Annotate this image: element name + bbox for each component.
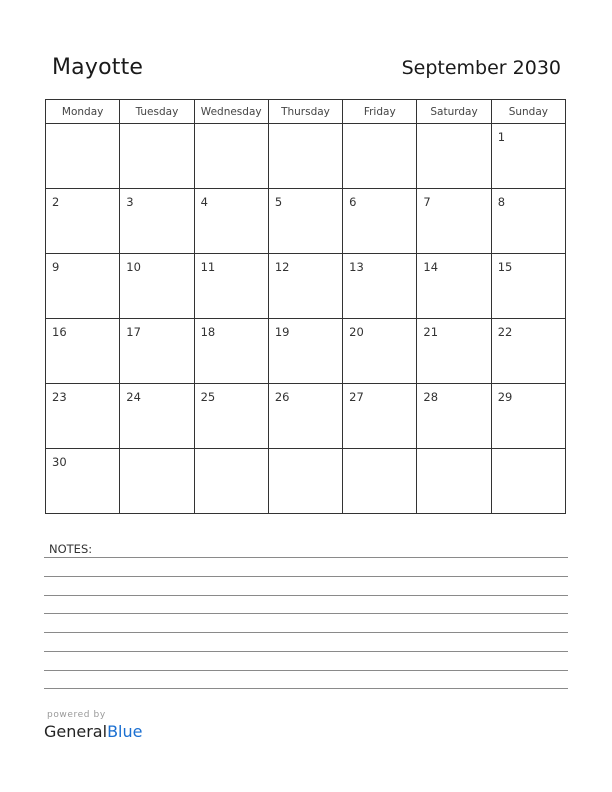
- week-row: [46, 449, 566, 514]
- day-number: 20: [349, 325, 364, 339]
- day-cell: [491, 124, 565, 189]
- note-line: [44, 557, 568, 558]
- week-row: [46, 124, 566, 189]
- day-number: 4: [200, 195, 208, 209]
- weekday-header: Friday: [343, 100, 417, 124]
- day-number: 2: [52, 195, 60, 209]
- day-number: 25: [200, 390, 216, 404]
- day-cell: [120, 124, 194, 189]
- day-number: 17: [126, 325, 141, 339]
- day-cell: [268, 384, 342, 449]
- day-cell: [268, 124, 342, 189]
- day-number: 1: [497, 130, 506, 144]
- note-line: [44, 576, 568, 577]
- day-number: 3: [126, 195, 134, 209]
- day-cell: [194, 189, 268, 254]
- day-cell: [268, 319, 342, 384]
- day-cell: [120, 254, 194, 319]
- day-cell: [417, 449, 491, 514]
- day-cell: [268, 449, 342, 514]
- note-line: [44, 613, 568, 614]
- note-line: [44, 670, 568, 671]
- weekday-header: Sunday: [491, 100, 565, 124]
- day-cell: [491, 449, 565, 514]
- day-cell: [343, 449, 417, 514]
- day-number: 7: [423, 195, 431, 209]
- month-calendar-grid: [45, 99, 566, 514]
- day-cell: [120, 319, 194, 384]
- logo-blue-text: Blue: [107, 722, 143, 741]
- weekday-header: Tuesday: [120, 100, 194, 124]
- weekday-header: Wednesday: [194, 100, 268, 124]
- day-number: 5: [274, 195, 283, 209]
- week-row: [46, 189, 566, 254]
- day-cell: [194, 319, 268, 384]
- calendar-title: Mayotte: [52, 55, 144, 80]
- day-number: 21: [423, 325, 439, 339]
- day-cell: [417, 319, 491, 384]
- day-number: 12: [274, 260, 290, 274]
- day-cell: [194, 449, 268, 514]
- day-number: 24: [126, 390, 141, 404]
- day-number: 18: [200, 325, 216, 339]
- note-line: [44, 688, 568, 689]
- day-cell: [491, 189, 565, 254]
- calendar-body: [46, 124, 566, 514]
- generalblue-logo: [44, 722, 142, 741]
- day-cell: [46, 319, 120, 384]
- day-number: 15: [497, 260, 513, 274]
- day-number: 29: [497, 390, 513, 404]
- day-cell: [120, 449, 194, 514]
- day-cell: [343, 254, 417, 319]
- day-cell: [417, 254, 491, 319]
- day-cell: [268, 189, 342, 254]
- day-number: 16: [52, 325, 67, 339]
- weekday-header: Thursday: [268, 100, 342, 124]
- logo-general-text: General: [44, 722, 108, 741]
- note-line: [44, 595, 568, 596]
- day-cell: [343, 189, 417, 254]
- day-cell: [343, 124, 417, 189]
- day-cell: [46, 189, 120, 254]
- week-row: [46, 319, 566, 384]
- day-cell: [491, 384, 565, 449]
- powered-by-text: powered by: [47, 710, 106, 720]
- day-cell: [46, 449, 120, 514]
- day-cell: [417, 124, 491, 189]
- day-cell: [46, 254, 120, 319]
- day-cell: [194, 254, 268, 319]
- day-number: 26: [274, 390, 290, 404]
- day-cell: [46, 124, 120, 189]
- weekday-header: Monday: [46, 100, 120, 124]
- month-year-label: September 2030: [401, 57, 561, 79]
- day-number: 19: [274, 325, 290, 339]
- week-row: [46, 384, 566, 449]
- day-number: 8: [497, 195, 506, 209]
- day-number: 27: [349, 390, 364, 404]
- day-number: 30: [52, 455, 67, 469]
- day-cell: [46, 384, 120, 449]
- day-number: 9: [52, 260, 60, 274]
- notes-label: NOTES:: [49, 542, 93, 556]
- day-cell: [268, 254, 342, 319]
- day-cell: [120, 384, 194, 449]
- day-number: 14: [423, 260, 439, 274]
- weekday-header-row: [46, 100, 566, 124]
- weekday-header: Saturday: [417, 100, 491, 124]
- note-line: [44, 651, 568, 652]
- note-line: [44, 632, 568, 633]
- day-number: 10: [126, 260, 141, 274]
- day-cell: [194, 124, 268, 189]
- day-cell: [120, 189, 194, 254]
- week-row: [46, 254, 566, 319]
- day-cell: [491, 254, 565, 319]
- day-cell: [417, 189, 491, 254]
- day-cell: [491, 319, 565, 384]
- day-cell: [343, 319, 417, 384]
- day-cell: [194, 384, 268, 449]
- day-cell: [343, 384, 417, 449]
- day-number: 6: [349, 195, 357, 209]
- day-number: 28: [423, 390, 439, 404]
- day-number: 11: [200, 260, 216, 274]
- day-cell: [417, 384, 491, 449]
- day-number: 13: [349, 260, 364, 274]
- day-number: 23: [52, 390, 67, 404]
- day-number: 22: [497, 325, 513, 339]
